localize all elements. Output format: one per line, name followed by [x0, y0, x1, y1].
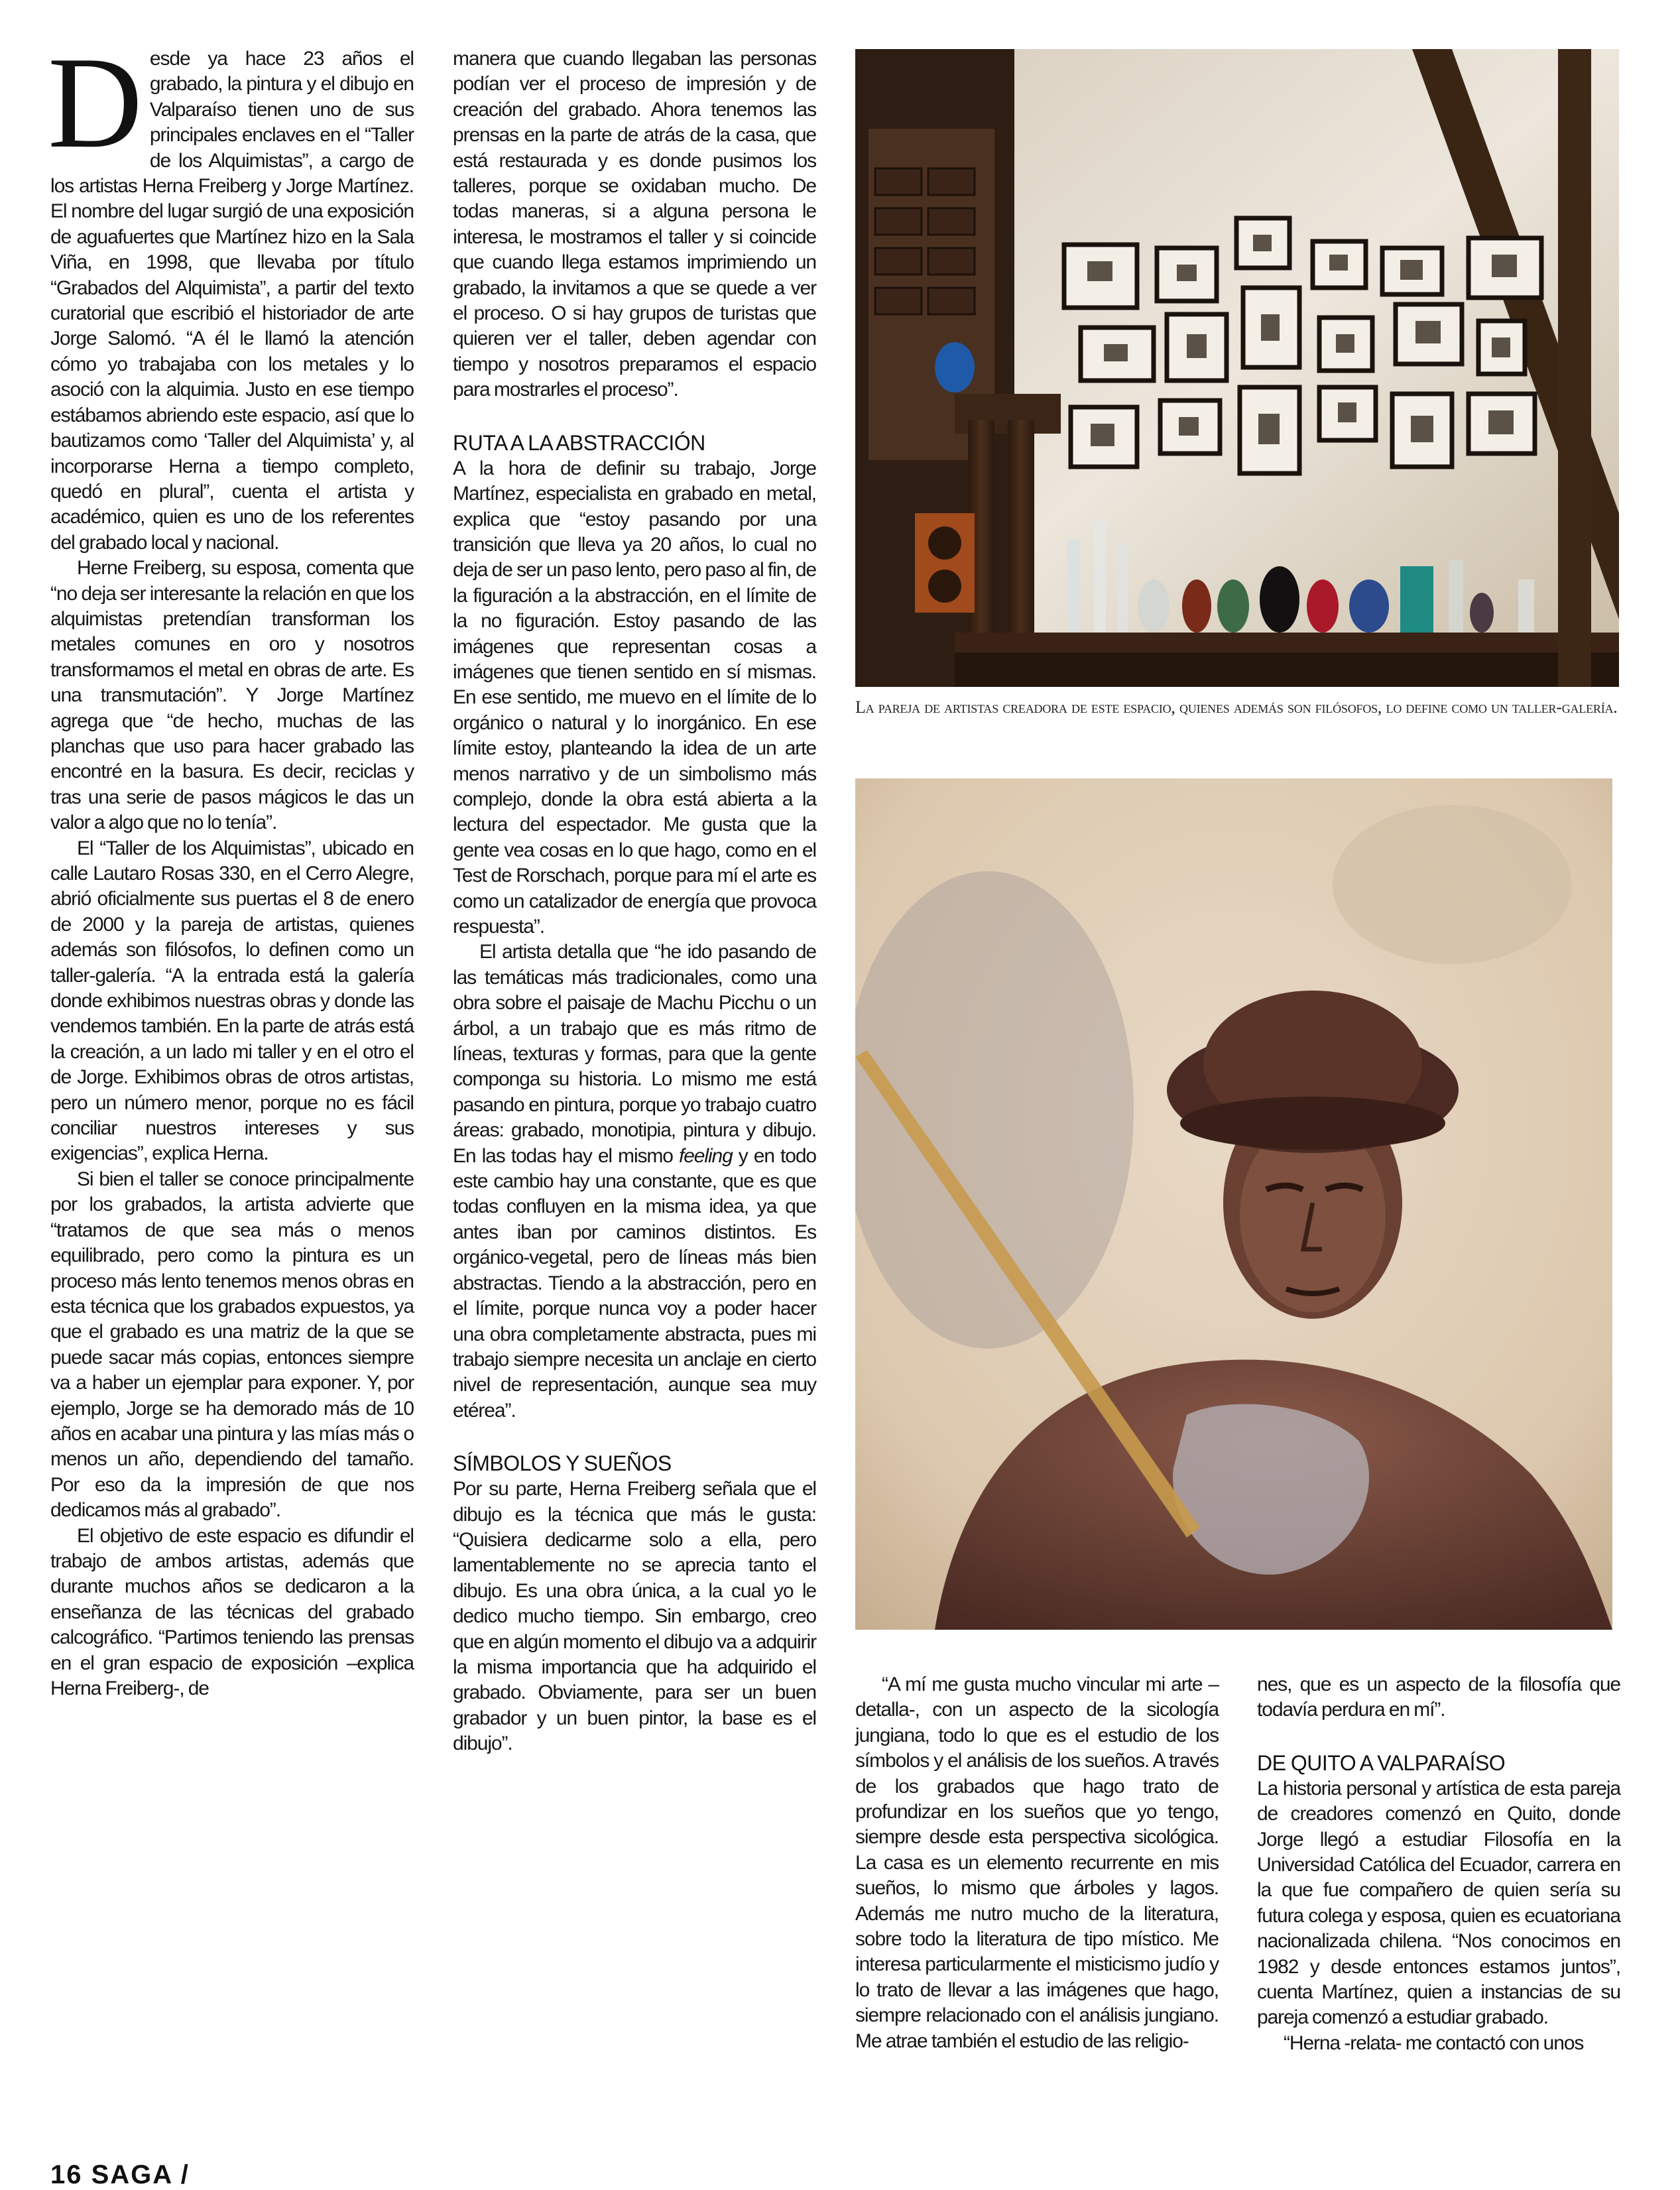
page-folio: 16 SAGA / — [50, 2160, 190, 2189]
body-paragraph: manera que cuando llegaban las personas podían ver el proceso de impresión y de creación del grabado. Ahora tenemos las prensas en la parte de atrás de la casa, que está restaurada y es donde pusimos los talleres, porque se oxidaban mucho. De todas maneras, si a alguna persona le interesa, le mostramos el taller y si coincide que cuando llega estamos imprimiendo un grabado, la invitamos a que se quede a ver el proceso. O si hay grupos de turistas que quieren ver el taller, deben agendar con tiempo y nosotros preparamos el espacio para mostrarles el proceso”. — [453, 48, 816, 401]
column-3 — [855, 1672, 1219, 2054]
body-paragraph: “Herna -relata- me contactó con unos — [1284, 2032, 1584, 2054]
section-heading-ruta: RUTA A LA ABSTRACCIÓN — [453, 430, 705, 455]
photo-caption: La pareja de artistas creadora de este espacio, quienes además son filósofos, lo define como un taller-galería. — [855, 698, 1618, 717]
section-heading-quito: DE QUITO A VALPARAÍSO — [1257, 1750, 1506, 1775]
body-paragraph: Si bien el taller se conoce principalmente por los grabados, la artista advierte que “tratamos de que sea más o menos equilibrado, pero como la pintura es un proceso más lento tenemos menos obras en esta técnica que los grabados expuestos, ya que el grabado es una matriz de la que se puede sacar más copias, entonces siempre va a haber un ejemplar para exponer. Y, por ejemplo, Jorge se ha demorado más de 10 años en acabar una pintura y las mías más o menos un año, dependiendo del tamaño. Por eso da la impresión de que nos dedicamos más al grabado”. — [50, 1168, 414, 1522]
portrait-artwork — [855, 778, 1612, 1630]
body-paragraph: nes, que es un aspecto de la filosofía que todavía perdura en mí”. — [1257, 1673, 1620, 1721]
body-paragraph: A la hora de definir su trabajo, Jorge Martínez, especialista en grabado en metal, explica que “estoy pasando por una transición que lleva ya 20 años, lo cual no deja de ser un paso lento, pero paso al fin, de la figuración a la abstracción, en el límite de la no figuración. Estoy pasando de las imágenes que representan cosas a imágenes que tienen sentido en sí mismas. En ese sentido, me muevo en el límite de lo orgánico o natural y lo inorgánico. En ese límite estoy, planteando la idea de un arte menos narrativo y de un simbolismo más complejo, donde la obra está abierta a la lectura del espectador. Me gusta que la gente vea cosas en lo que hago, como en el Test de Rorschach, porque para mí el arte es como un catalizador de energía que provoca respuesta”. — [453, 457, 816, 938]
drop-cap: D — [48, 30, 142, 175]
workshop-photo — [855, 49, 1619, 687]
column-2 — [453, 46, 816, 1757]
body-paragraph: El “Taller de los Alquimistas”, ubicado en calle Lautaro Rosas 330, en el Cerro Alegre, abrió oficialmente sus puertas el 8 de enero de 2000 y la pareja de artistas, quienes además son filósofos, lo definen como un taller-galería. “A la entrada está la galería donde exhibimos nuestras obras y donde las vendemos también. En la parte de atrás está la creación, a un lado mi taller y en el otro el de Jorge. Exhibimos obras de otros artistas, pero un número menor, porque no es fácil conciliar nuestros intereses y sus exigencias”, explica Herna. — [50, 837, 414, 1165]
body-paragraph: El artista detalla que “he ido pasando de las temáticas más tradicionales, como una obra sobre el paisaje de Machu Picchu o un árbol, a un trabajo que es más ritmo de líneas, texturas y formas, para que la gente componga su historia. Lo mismo me está pasando en pintura, porque yo trabajo cuatro áreas: grabado, monotipia, pintura y dibujo. En las todas hay el mismo feeling y en todo este cambio hay una constante, que es que todas confluyen en la misma idea, ya que antes iban por caminos distintos. Es orgánico-vegetal, pero de líneas más bien abstractas. Tiendo a la abstracción, pero en el límite, porque nunca voy a poder hacer una obra completamente abstracta, pues mi trabajo siempre necesita un anclaje en cierto nivel de representación, aunque sea muy etérea”. — [453, 941, 816, 1422]
body-paragraph: El objetivo de este espacio es difundir el trabajo de ambos artistas, además que durante muchos años se dedicaron a la enseñanza de las técnicas del grabado calcográfico. “Partimos teniendo las prensas en el gran espacio de exposición –explica Herna Freiberg-, de — [50, 1524, 414, 1699]
section-heading-simbolos: SÍMBOLOS Y SUEÑOS — [453, 1451, 672, 1476]
body-paragraph: Herne Freiberg, su esposa, comenta que “no deja ser interesante la relación en que los alquimistas pretendían transforman los metales comunes en oro y nosotros transformamos el metal en obras de arte. Es una transmutación”. Y Jorge Martínez agrega que “de hecho, muchas de las planchas que uso para hacer grabado las encontré en la basura. Es decir, reciclas y tras una serie de pasos mágicos le das un valor a algo que no lo tenía”. — [50, 557, 414, 834]
body-paragraph: La historia personal y artística de esta pareja de creadores comenzó en Quito, donde Jorge llegó a estudiar Filosofía en la Universidad Católica del Ecuador, carrera en la que fue compañero de quien sería su futura colega y esposa, quien es ecuatoriana nacionalizada chilena. “Nos conocimos en 1982 y desde entonces estamos juntos”, cuenta Martínez, quien a instancias de su pareja comenzó a estudiar grabado. — [1257, 1777, 1620, 2029]
intro-paragraph: Desde ya hace 23 años el grabado, la pintura y el dibujo en Valparaíso tienen uno de sus principales enclaves en el “Taller de los Alquimistas”, a cargo de los artistas Herna Freiberg y Jorge Martínez. El nombre del lugar surgió de una exposición de aguafuertes que Martínez hizo en la Sala Viña, en 1998, que llevaba por título “Grabados del Alquimista”, a partir del texto curatorial que escribió el historiador de arte Jorge Salomó. “A él le llamó la atención cómo yo trabajaba con los metales y lo asoció con la alquimia. Justo en ese tiempo estábamos abriendo este espacio, así que lo bautizamos como ‘Taller del Alquimista’ y, al incorporarse Herna a tiempo completo, quedó en plural”, cuenta el artista y académico, quien es uno de los referentes del grabado local y nacional. — [48, 30, 414, 554]
body-paragraph: “A mí me gusta mucho vincular mi arte –detalla-, con un aspecto de la sicología jungiana, todo lo que es el estudio de los símbolos y el análisis de los sueños. A través de los grabados que hago trato de profundizar en los sueños que yo tengo, siempre desde esta perspectiva sicológica. La casa es un elemento recurrente en mis sueños, lo mismo que árboles y lagos. Además me nutro mucho de la literatura, sobre todo la literatura de tipo místico. Me interesa particularmente el misticismo judío y lo trato de llevar a las imágenes que hago, siempre relacionado con el análisis jungiano. Me atrae también el estudio de las religio- — [855, 1673, 1219, 2052]
column-4 — [1257, 1672, 1620, 2056]
body-paragraph: Por su parte, Herna Freiberg señala que el dibujo es la técnica que más le gusta: “Quisiera dedicarme solo a ella, pero lamentablemente no se aprecia tanto el dibujo. Es una obra única, a la cual yo le dedico mucho tiempo. Sin embargo, creo que en algún momento el dibujo va a adquirir la misma importancia que ha adquirido el grabado. Obviamente, para ser un buen grabador y un buen pintor, la base es el dibujo”. — [453, 1478, 816, 1755]
column-1 — [48, 30, 414, 1701]
